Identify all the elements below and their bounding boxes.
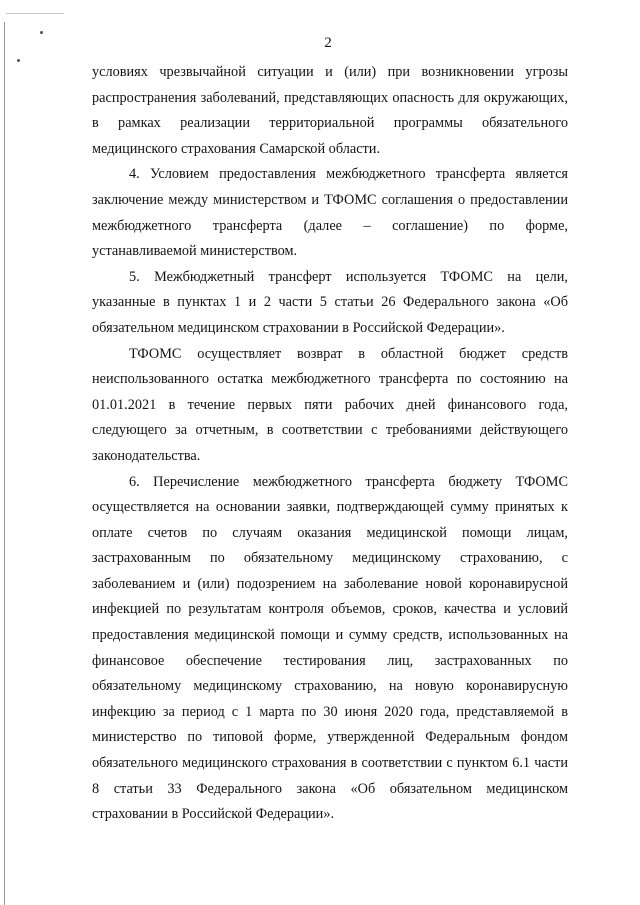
scan-dot [17, 59, 20, 62]
paragraph-item-4: 4. Условием предоставления межбюджетного трансферта является заключение между министерством и ТФОМС соглашения о предоставлении межбюджетного трансферта (далее – соглашение) по форме, устанавливаемой министерством. [92, 166, 568, 260]
scan-left-edge [4, 22, 5, 905]
document-body [92, 60, 568, 828]
paragraph-refund: ТФОМС осуществляет возврат в областной бюджет средств неиспользованного остатка межбюджетного трансферта по состоянию на 01.01.2021 в течение первых пяти рабочих дней финансового года, следующего за отчетным, в соответствии с требованиями действующего законодательства. [92, 345, 568, 464]
page-number: 2 [324, 35, 332, 51]
scan-top-mark [6, 13, 64, 14]
paragraph-continuation: условиях чрезвычайной ситуации и (или) при возникновении угрозы распространения заболеваний, представляющих опасность для окружающих, в рамках реализации территориальной программы обязательного медицинского страхования Самарской области. [92, 64, 568, 157]
paragraph-item-6: 6. Перечисление межбюджетного трансферта бюджету ТФОМС осуществляется на основании заявки, подтверждающей сумму принятых к оплате счетов по случаям оказания медицинской помощи лицам, застрахованным по обязательному медицинскому страхованию, с заболеванием и (или) подозрением на заболевание новой коронавирусной инфекцией по результатам контроля объемов, сроков, качества и условий предоставления медицинской помощи и сумму средств, использованных на финансовое обеспечение тестирования лиц, застрахованных по обязательному медицинскому страхованию, на новую коронавирусную инфекцию за период с 1 марта по 30 июня 2020 года, представляемой в министерство по типовой форме, утвержденной Федеральным фондом обязательного медицинского страхования в соответствии с пунктом 6.1 части 8 статьи 33 Федерального закона «Об обязательном медицинском страховании в Российской Федерации». [92, 473, 568, 823]
paragraph-item-5: 5. Межбюджетный трансферт используется ТФОМС на цели, указанные в пунктах 1 и 2 части 5 статьи 26 Федерального закона «Об обязательном медицинском страховании в Российской Федерации». [92, 268, 568, 336]
